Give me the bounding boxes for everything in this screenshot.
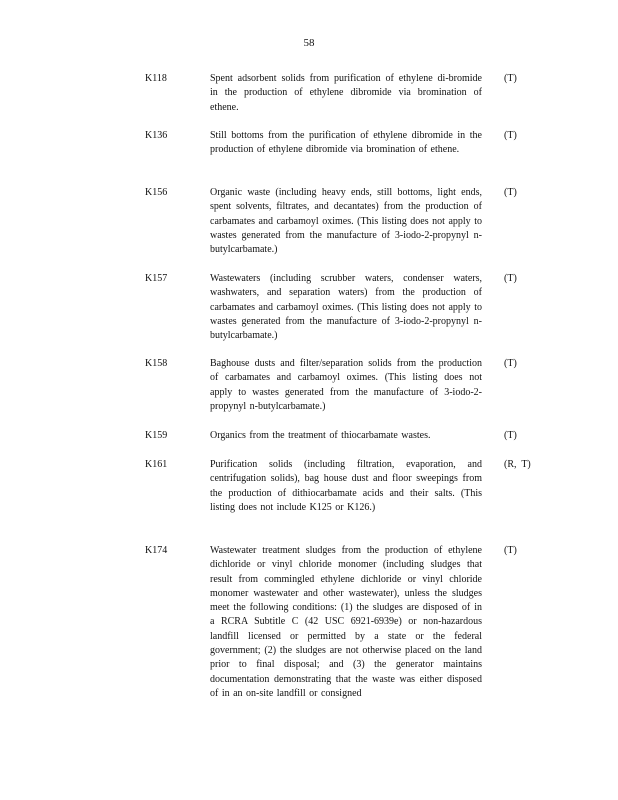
waste-code: K157 [145, 273, 168, 284]
hazard-code: (T) [504, 545, 517, 556]
waste-description: Baghouse dusts and filter/separation solids from the production of carbamates and carbamoyl oximes. (This listing does not apply to wastes generated from the manufacture of 3-iodo-2-propynyl n-butylcarbamate.) [210, 358, 482, 412]
hazard-code: (T) [504, 430, 517, 441]
hazard-code: (T) [504, 130, 517, 141]
waste-description: Purification solids (including filtration, evaporation, and centrifugation solids), bag house dust and floor sweepings from the production of dithiocarbamate acids and their salts. (This listing does not include K125 or K126.) [210, 459, 482, 513]
waste-code: K161 [145, 459, 168, 470]
waste-description: Organic waste (including heavy ends, still bottoms, light ends, spent solvents, filtrates, and decantates) from the production of carbamates and carbamoyl oximes. (This listing does not apply to wastes generated from the manufacture of 3-iodo-2-propynyl n-butylcarbamate.) [210, 187, 482, 256]
hazard-code: (T) [504, 73, 517, 84]
waste-description: Wastewaters (including scrubber waters, condenser waters, washwaters, and separation waters) from the production of carbamates and carbamoyl oximes. (This listing does not apply to wastes generated from the manufacture of 3-iodo-2-propynyl n-butylcarbamate.) [210, 273, 482, 342]
hazard-code: (T) [504, 187, 517, 198]
waste-code: K174 [145, 545, 168, 556]
waste-code: K118 [145, 73, 167, 84]
hazard-code: (T) [504, 273, 517, 284]
waste-description: Organics from the treatment of thiocarbamate wastes. [210, 430, 431, 441]
waste-code: K159 [145, 430, 168, 441]
hazard-code: (R, T) [504, 459, 531, 470]
waste-description: Spent adsorbent solids from purification of ethylene di-bromide in the production of ethylene dibromide via bromination of ethene. [210, 73, 482, 113]
waste-code: K156 [145, 187, 168, 198]
waste-description: Wastewater treatment sludges from the production of ethylene dichloride or vinyl chloride monomer (including sludges that result from commingled ethylene dichloride or vinyl chloride monomer wastewater and other wastewater), unless the sludges meet the following conditions: (1) the sludges are disposed of in a RCRA Subtitle C (42 USC 6921-6939e) or non-hazardous landfill licensed or permitted by a state or the federal government; (2) the sludges are not otherwise placed on the land prior to final disposal; and (3) the generator maintains documentation demonstrating that the waste was either disposed of in an on-site landfill or consigned [210, 545, 482, 699]
waste-description: Still bottoms from the purification of ethylene dibromide in the production of ethylene dibromide via bromination of ethene. [210, 130, 482, 156]
hazard-code: (T) [504, 358, 517, 369]
waste-code: K158 [145, 358, 168, 369]
waste-code: K136 [145, 130, 168, 141]
page-number: 58 [303, 37, 315, 49]
